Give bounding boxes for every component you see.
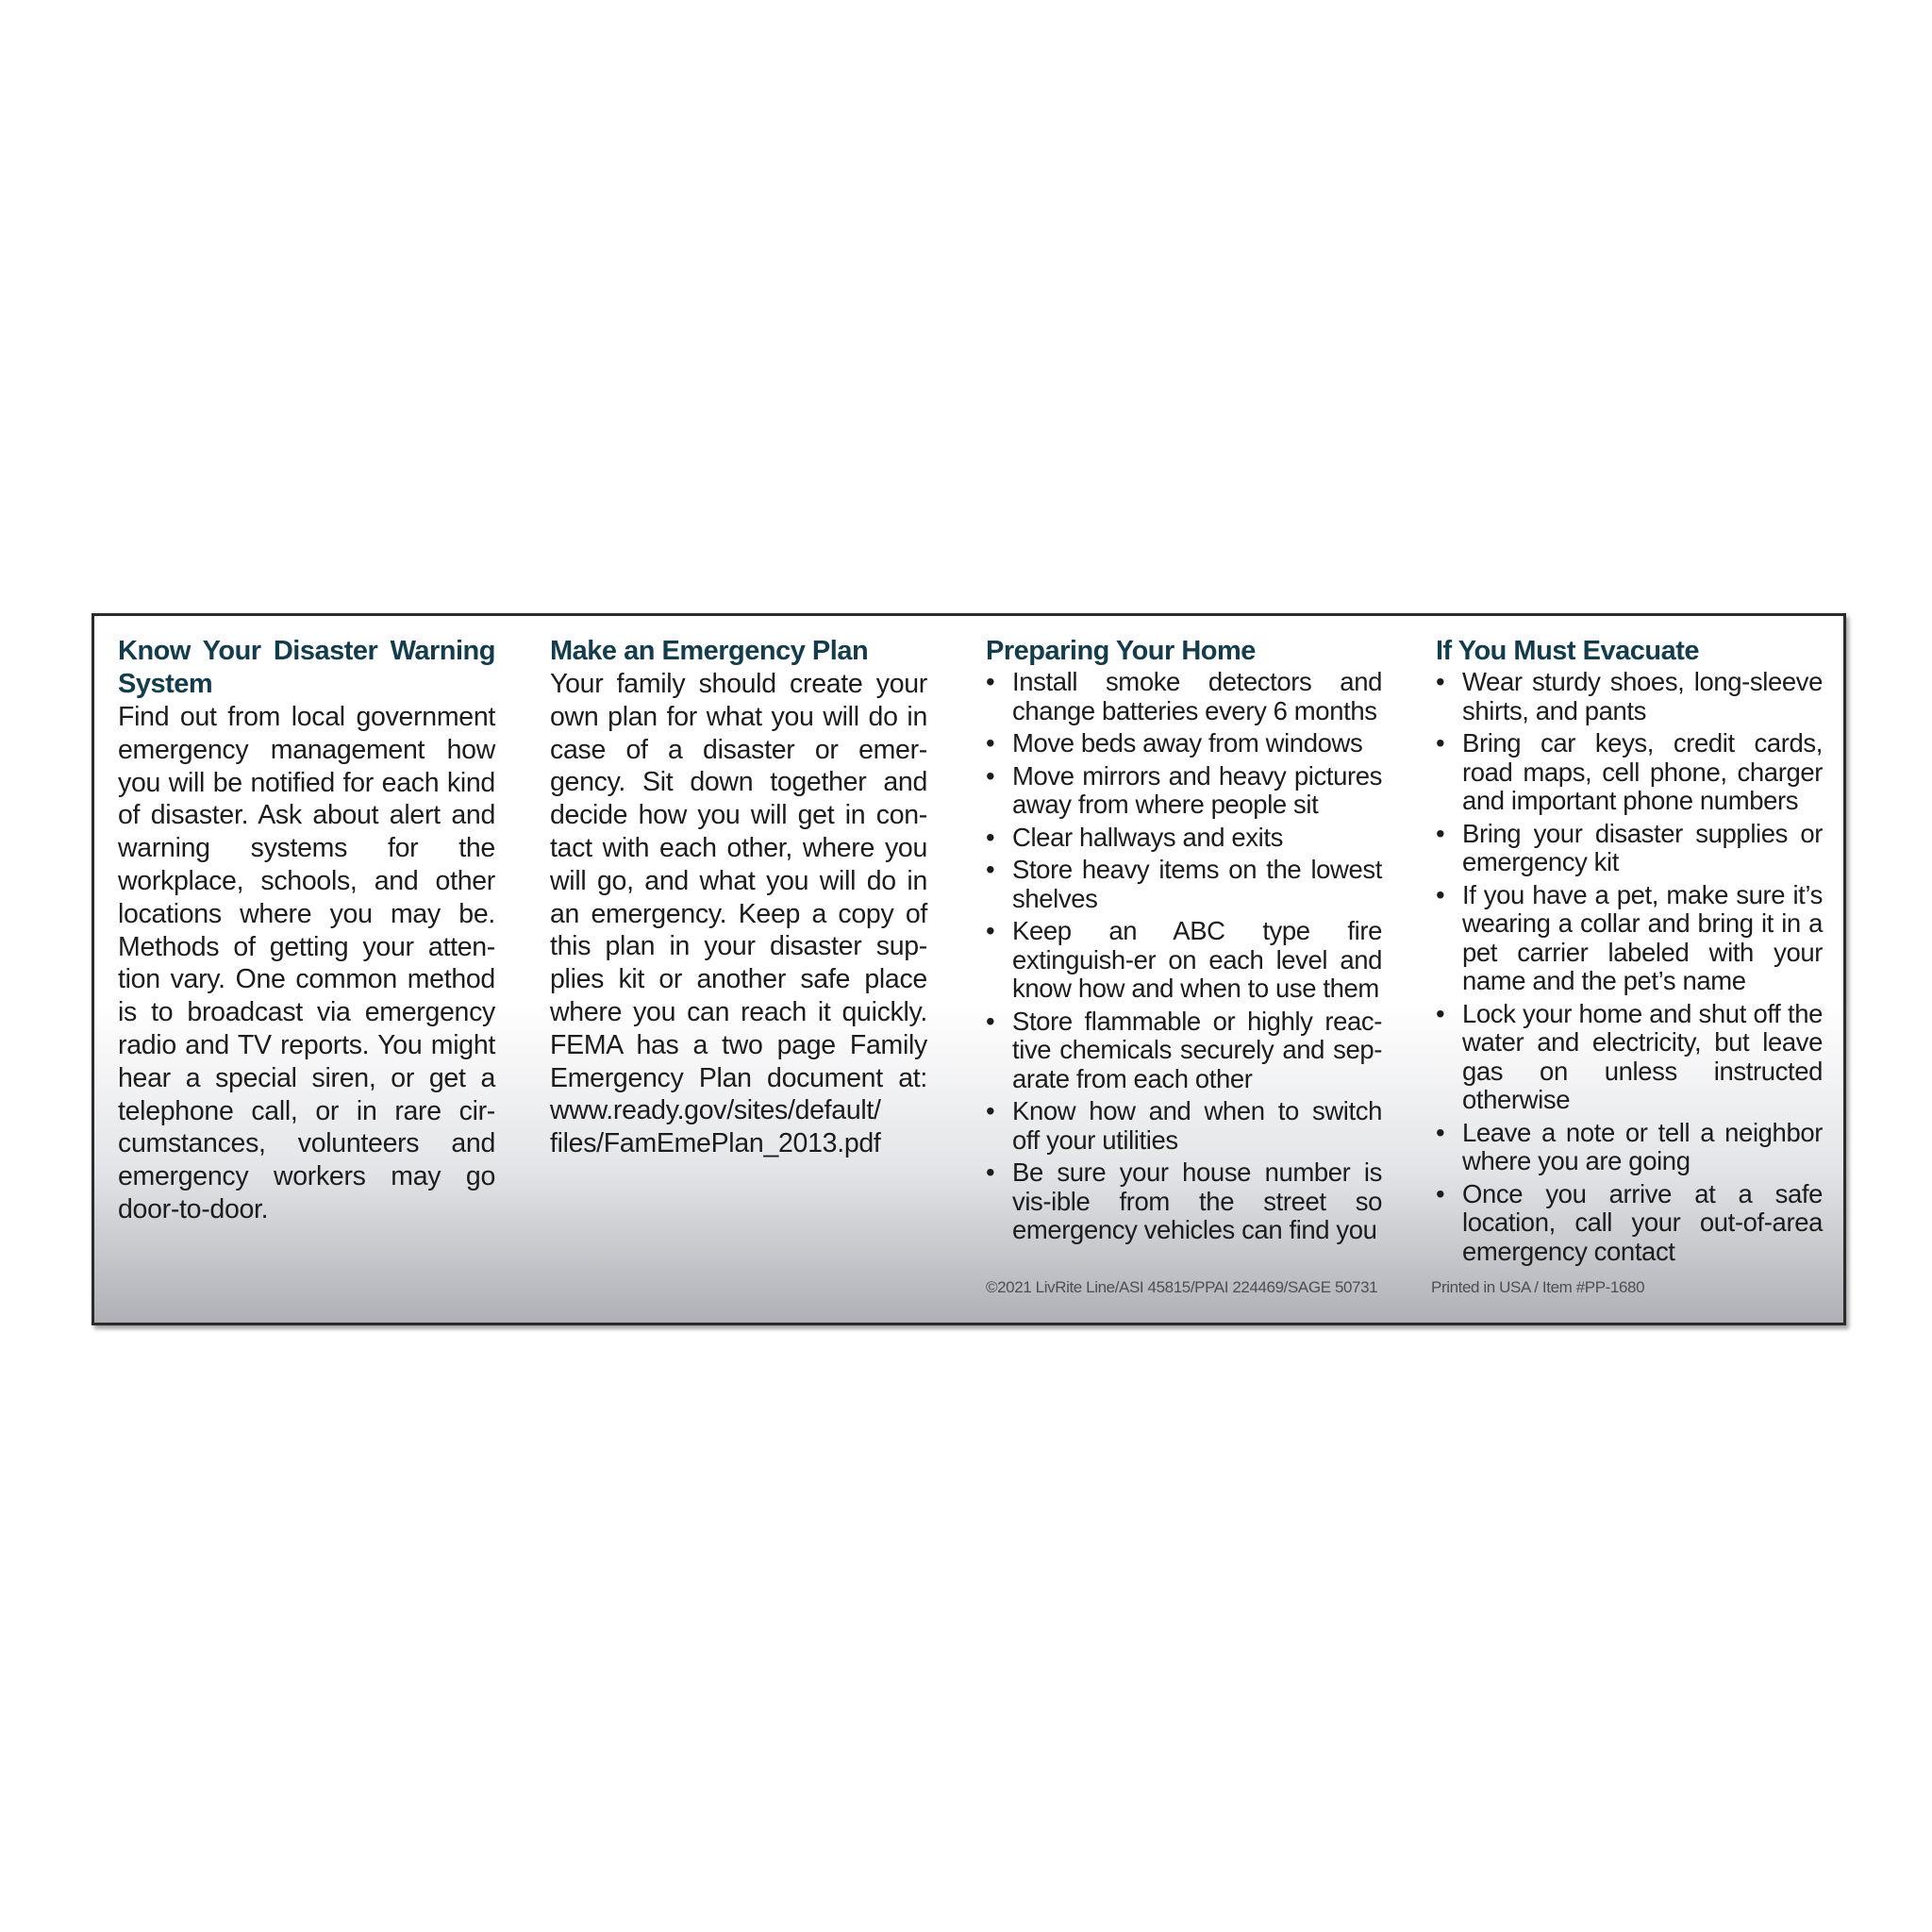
list-item: • Keep an ABC type fire extinguish-er on each level and know how and when to use them (986, 916, 1382, 1003)
list-item: • Know how and when to switch off your utilities (986, 1096, 1382, 1155)
list-item: • Store heavy items on the lowest shelves (986, 855, 1382, 913)
bullet-icon: • (986, 1096, 995, 1125)
bullet-icon: • (1436, 1117, 1445, 1147)
bullet-icon: • (1436, 818, 1445, 848)
section-title: If You Must Evacuate (1436, 636, 1699, 666)
bullet-icon: • (1436, 1178, 1445, 1208)
list-item: • Lock your home and shut off the water and electricity, but leave gas on unless instructed otherwise (1436, 998, 1823, 1114)
bullet-icon: • (986, 855, 995, 884)
section-title: Preparing Your Home (986, 636, 1256, 666)
section-preparing-home (986, 635, 1382, 1249)
bullet-icon: • (1436, 728, 1445, 758)
list-item: • Be sure your house number is vis-ible from the street so emergency vehicles can find you (986, 1158, 1382, 1244)
item-number-text: Printed in USA / Item #PP-1680 (1431, 1278, 1645, 1296)
bullet-list (986, 668, 1382, 1245)
list-item: • Wear sturdy shoes, long-sleeve shirts, and pants (1436, 667, 1823, 725)
section-warning-system (118, 635, 495, 1226)
list-item: • Leave a note or tell a neighbor where you are going (1436, 1117, 1823, 1175)
list-item: • Install smoke detectors and change batteries every 6 months (986, 667, 1382, 725)
bullet-icon: • (1436, 667, 1445, 696)
section-emergency-plan (550, 635, 927, 1160)
list-item: • If you have a pet, make sure it’s wearing a collar and bring it in a pet carrier labeled with your name and the pet’s name (1436, 879, 1823, 995)
bullet-icon: • (986, 728, 995, 758)
list-item: • Once you arrive at a safe location, call your out-of-area emergency contact (1436, 1178, 1823, 1266)
bullet-icon: • (1436, 998, 1445, 1028)
bullet-icon: • (986, 916, 995, 945)
bullet-list (1436, 668, 1823, 1266)
section-evacuate (1436, 635, 1823, 1270)
bullet-icon: • (986, 760, 995, 791)
emergency-info-card (92, 613, 1846, 1325)
list-item: • Store flammable or highly reac-tive chemicals securely and sep-arate from each other (986, 1006, 1382, 1093)
section-title: Know Your Disaster Warning System (118, 636, 495, 699)
bullet-icon: • (986, 822, 995, 852)
section-body: Your family should create your own plan for what you will do in case of a disaster or emer-gency. Sit down together and decide how you will get in con-tact with each other, where you will go, and what you will do in an emergency. Keep a copy of this plan in your disaster sup-plies kit or another safe place where you can reach it quickly. FEMA has a two page Family Emergency Plan document at: www.ready.gov/sites/default/ files/FamEmePlan_2013.pdf (550, 669, 927, 1159)
section-body: Find out from local government emergency management how you will be notified for each kind of disaster. Ask about alert and warning systems for the workplace, schools, and other locations where you may be. Methods of getting your atten-tion vary. One common method is to broadcast via emergency radio and TV reports. You might hear a special siren, or get a telephone call, or in rare cir-cumstances, volunteers and emergency workers may go door-to-door. (118, 702, 495, 1224)
bullet-icon: • (986, 667, 995, 696)
list-item: • Clear hallways and exits (986, 822, 1283, 852)
copyright-text: ©2021 LivRite Line/ASI 45815/PPAI 224469/SAGE 50731 (986, 1278, 1378, 1296)
list-item: • Move mirrors and heavy pictures away from where people sit (986, 760, 1382, 819)
bullet-icon: • (986, 1158, 995, 1187)
section-title: Make an Emergency Plan (550, 636, 869, 666)
list-item: • Move beds away from windows (986, 728, 1363, 758)
bullet-icon: • (1436, 879, 1445, 909)
list-item: • Bring car keys, credit cards, road maps, cell phone, charger and important phone numbers (1436, 728, 1823, 815)
bullet-icon: • (986, 1006, 995, 1036)
list-item: • Bring your disaster supplies or emergency kit (1436, 818, 1823, 876)
